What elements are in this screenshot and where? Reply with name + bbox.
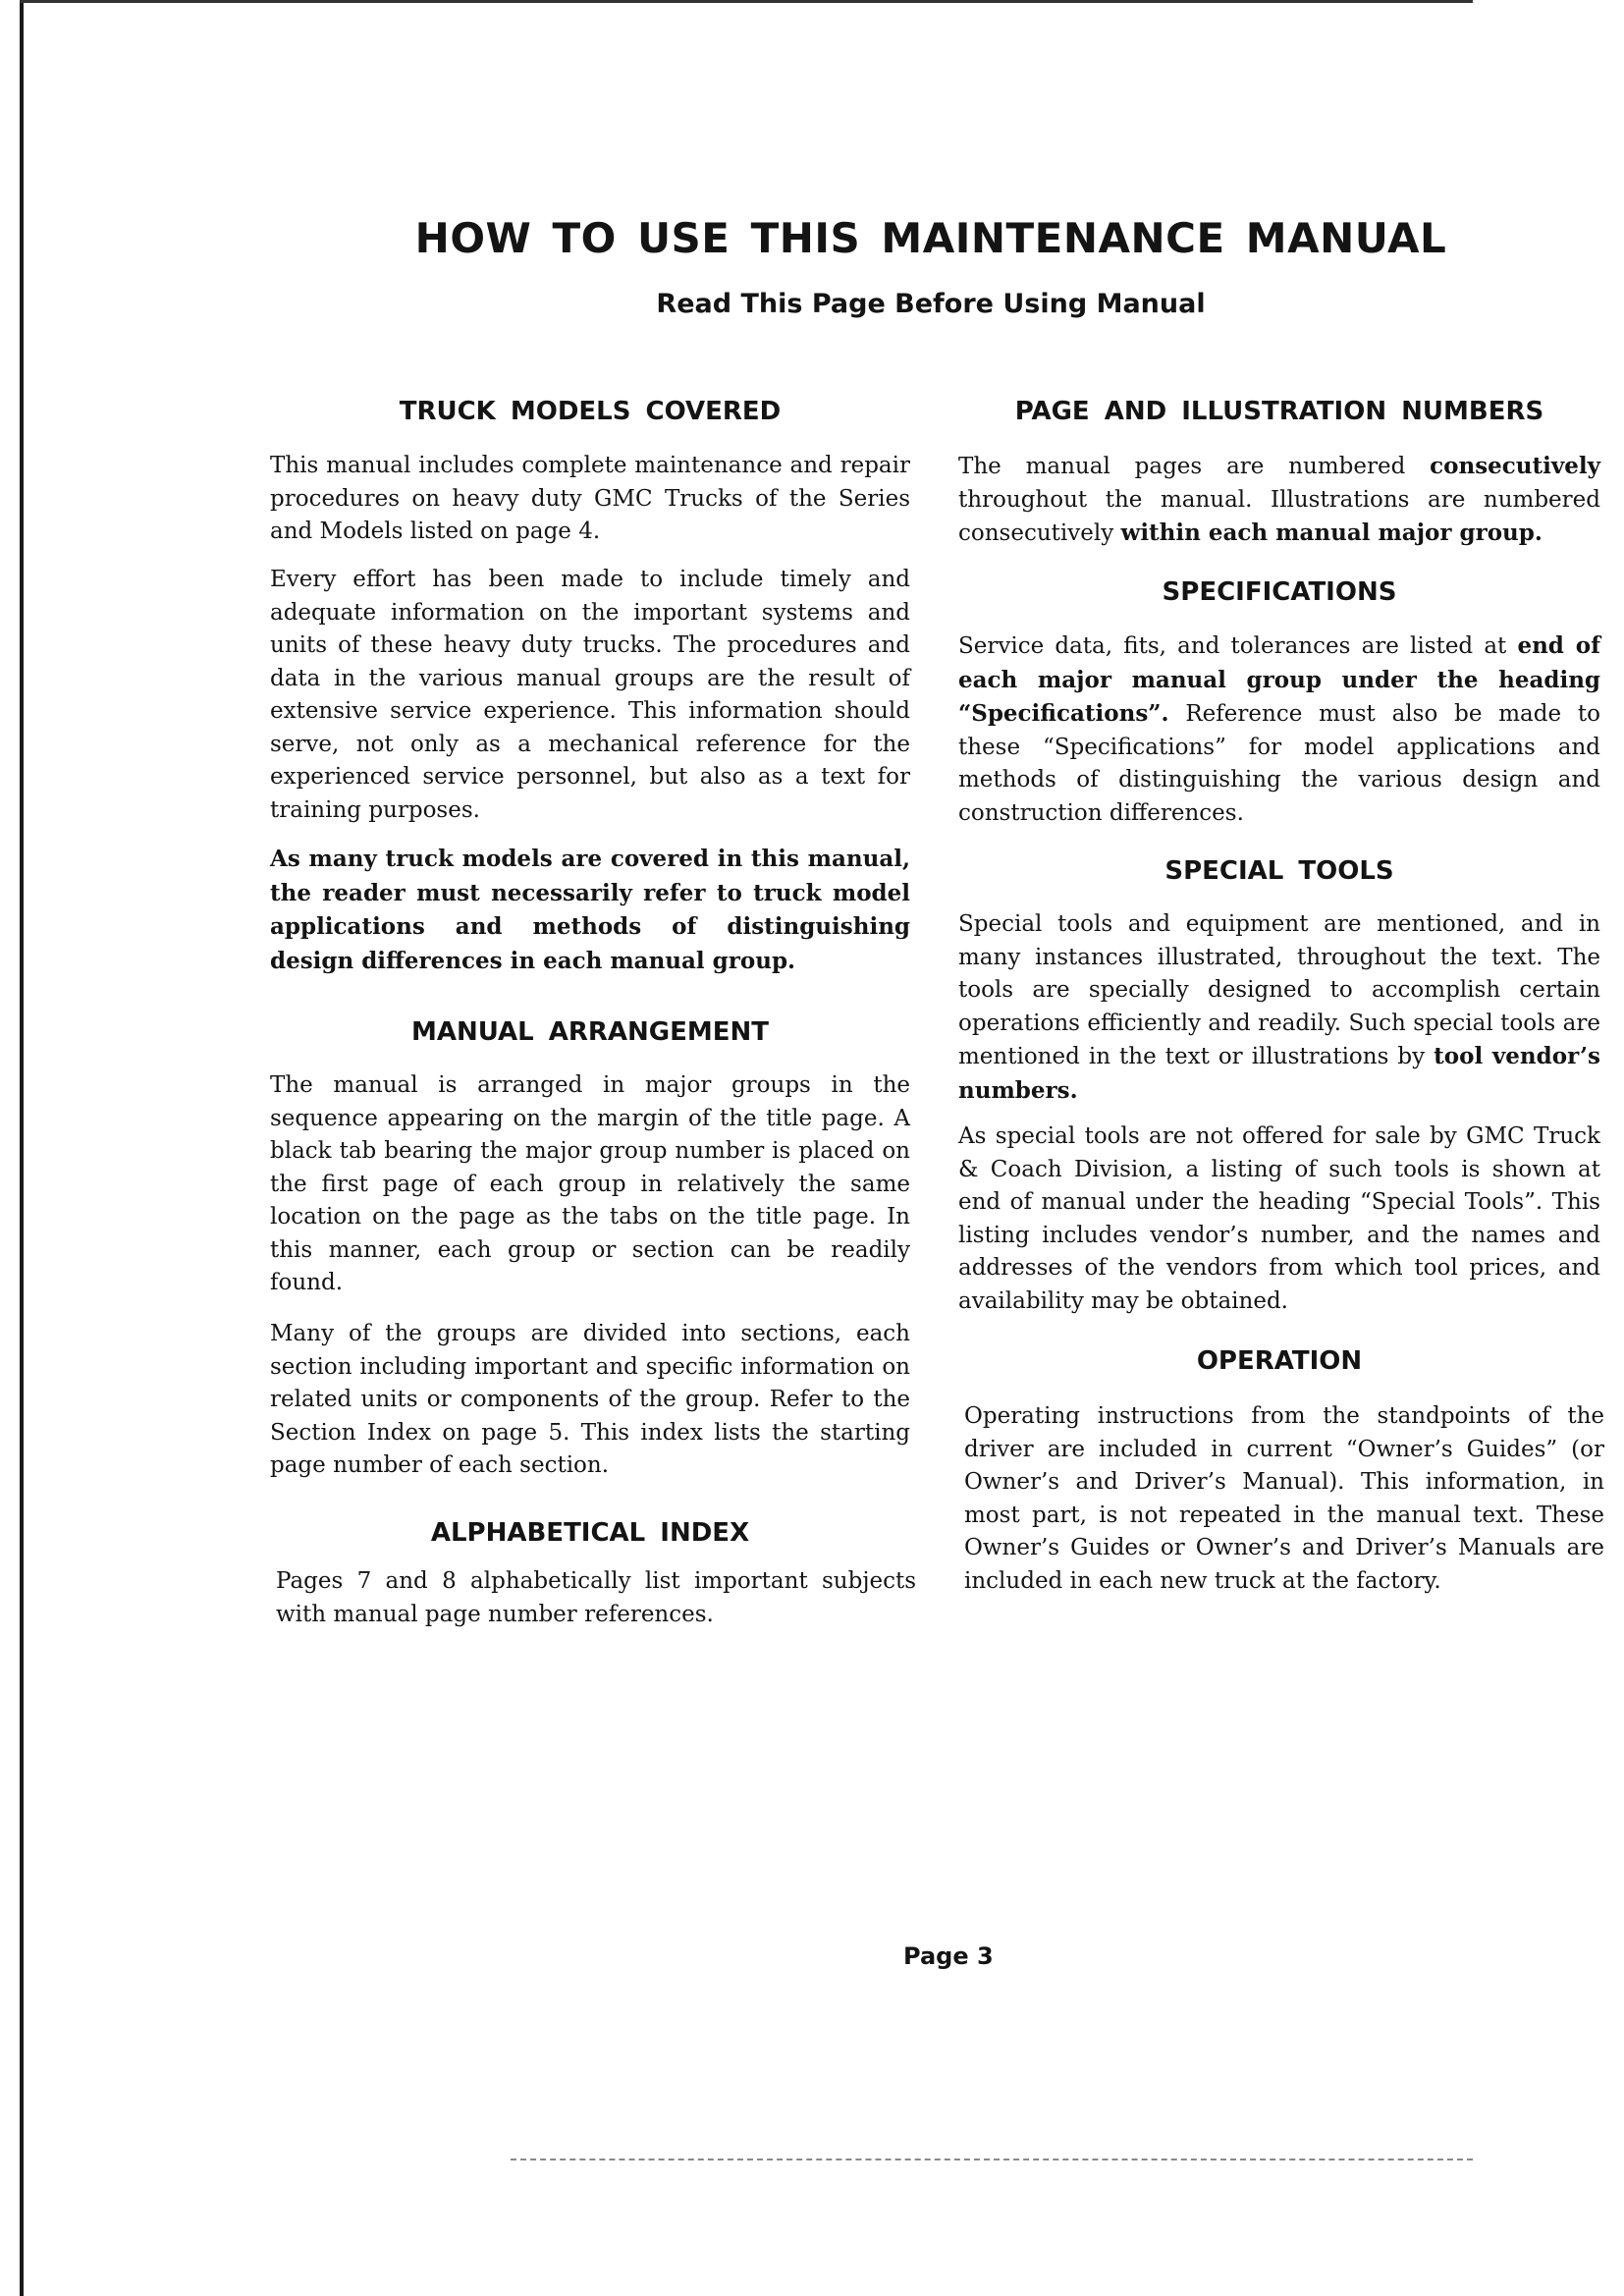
text: Many of the groups are divided into sections, each section including important and specific information on related units or components of the group. Refer to the Section Index on page 5. This index lists the starting page number of each section.	[270, 1321, 910, 1478]
paragraph	[270, 564, 910, 827]
paragraph	[958, 1121, 1600, 1318]
bold-text: tool vendor’s numbers.	[958, 1043, 1600, 1104]
paragraph	[270, 1318, 910, 1483]
page-number: Page 3	[903, 1942, 994, 1970]
scan-artifact-line	[511, 2159, 1473, 2160]
paragraph	[958, 450, 1600, 551]
text: Every effort has been made to include timely and adequate information on the important systems and units of these heavy duty trucks. The procedures and data in the various manual groups are the result of extensive service experience. This information should serve, not only as a mechanical reference for the experienced service personnel, but also as a text for training purposes.	[270, 567, 910, 823]
text: Service data, fits, and tolerances are listed at	[958, 633, 1518, 659]
text: Reference must also be made to these “Specifications” for model applications and methods of distinguishing the various design and construction differences.	[958, 701, 1600, 826]
text: The manual is arranged in major groups in the sequence appearing on the margin of the title page. A black tab bearing the major group number is placed on the first page of each group in relatively the same location on the page as the tabs on the title page. In this manner, each group or section can be readily found.	[270, 1072, 910, 1295]
scan-edge-left	[20, 0, 24, 2296]
paragraph	[270, 1069, 910, 1300]
bold-text: end of each major manual group under the heading “Specifications”.	[958, 632, 1600, 727]
page-title: HOW TO USE THIS MAINTENANCE MANUAL	[414, 214, 1447, 262]
heading-page-numbers: PAGE AND ILLUSTRATION NUMBERS	[1014, 397, 1544, 426]
text: Operating instructions from the standpoints of the driver are included in current “Owner’s Guides” (or Owner’s and Driver’s Manual). This information, in most part, is not repeated in the manual text. These Owner’s Guides or Owner’s and Driver’s Manuals are included in each new truck at the factory.	[964, 1403, 1604, 1594]
heading-special-tools: SPECIAL TOOLS	[1164, 856, 1394, 886]
paragraph	[964, 1400, 1604, 1598]
heading-alphabetical-index: ALPHABETICAL INDEX	[430, 1518, 750, 1548]
bold-text: within each manual major group.	[1120, 519, 1543, 546]
text: As special tools are not offered for sale by GMC Truck & Coach Division, a listing of such tools is shown at end of manual under the heading “Special Tools”. This listing includes vendor’s number, and the names and addresses of the vendors from which tool prices, and availability may be obtained.	[958, 1123, 1600, 1314]
text: This manual includes complete maintenance and repair procedures on heavy duty GMC Trucks of the Series and Models listed on page 4.	[270, 453, 910, 544]
text: throughout the manual. Illustrations are numbered consecutively	[958, 486, 1600, 546]
text: The manual pages are numbered	[958, 454, 1431, 479]
text: Pages 7 and 8 alphabetically list important subjects with manual page number references.	[276, 1568, 916, 1627]
heading-manual-arrangement: MANUAL ARRANGEMENT	[410, 1017, 770, 1047]
paragraph	[276, 1565, 916, 1631]
paragraph	[270, 450, 910, 549]
heading-specifications: SPECIFICATIONS	[1162, 577, 1397, 607]
text: Special tools and equipment are mentioned, and in many instances illustrated, throughout the text. The tools are specially designed to accomplish certain operations efficiently and readily. Such special tools are mentioned in the text or illustrations by	[958, 911, 1600, 1069]
bold-text: consecutively	[1430, 453, 1600, 479]
heading-truck-models: TRUCK MODELS COVERED	[399, 397, 782, 426]
scan-edge-top	[20, 0, 1473, 3]
heading-operation: OPERATION	[1196, 1346, 1363, 1376]
paragraph	[958, 908, 1600, 1108]
bold-text: As many truck models are covered in this manual, the reader must necessarily refer to truck model applications and methods of distinguishing design differences in each manual group.	[270, 846, 910, 974]
page-subtitle: Read This Page Before Using Manual	[656, 289, 1206, 319]
paragraph	[958, 629, 1600, 830]
paragraph	[270, 843, 910, 978]
